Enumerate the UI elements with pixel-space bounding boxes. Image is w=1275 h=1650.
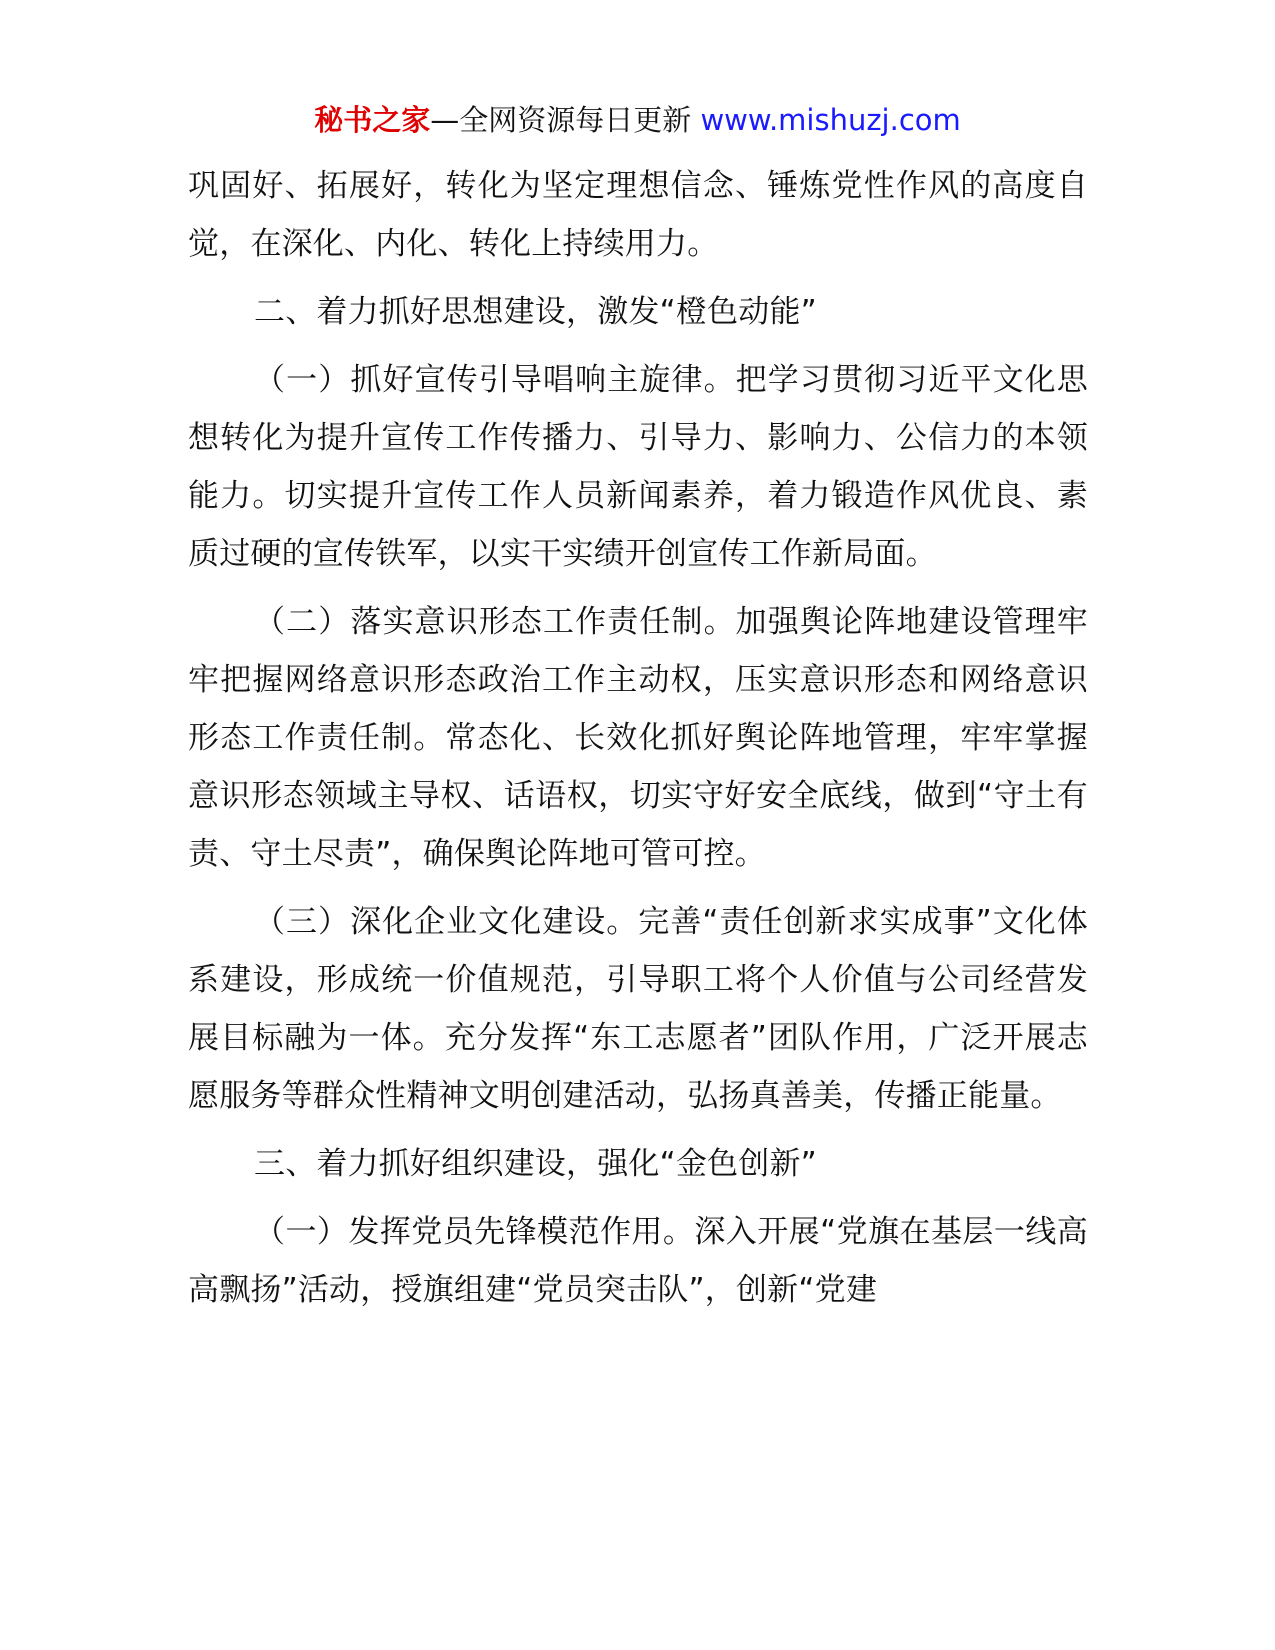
paragraph-2-1: （一）抓好宣传引导唱响主旋律。把学习贯彻习近平文化思想转化为提升宣传工作传播力、引导力、影响力、公信力的本领能力。切实提升宣传工作人员新闻素养，着力锻造作风优良、素质过硬的宣传铁军，以实干实绩开创宣传工作新局面。 bbox=[188, 362, 1088, 572]
paragraph-2-3: （三）深化企业文化建设。完善“责任创新求实成事”文化体系建设，形成统一价值规范，引导职工将个人价值与公司经营发展目标融为一体。充分发挥“东工志愿者”团队作用，广泛开展志愿服务等群众性精神文明创建活动，弘扬真善美，传播正能量。 bbox=[188, 904, 1088, 1114]
paragraph-3-1: （一）发挥党员先锋模范作用。深入开展“党旗在基层一线高高飘扬”活动，授旗组建“党员突击队”，创新“党建 bbox=[188, 1214, 1088, 1308]
site-url-link[interactable]: www.mishuzj.com bbox=[700, 103, 961, 137]
site-tagline: —全网资源每日更新 bbox=[430, 103, 692, 137]
site-header bbox=[0, 100, 1275, 140]
site-brand: 秘书之家 bbox=[314, 103, 431, 137]
paragraph-2-2: （二）落实意识形态工作责任制。加强舆论阵地建设管理牢牢把握网络意识形态政治工作主动权，压实意识形态和网络意识形态工作责任制。常态化、长效化抓好舆论阵地管理，牢牢掌握意识形态领域主导权、话语权，切实守好安全底线，做到“守土有责、守土尽责”，确保舆论阵地可管可控。 bbox=[188, 604, 1088, 872]
document-body bbox=[188, 157, 1088, 1329]
section-heading-3: 三、着力抓好组织建设，强化“金色创新” bbox=[254, 1146, 817, 1182]
section-heading-2: 二、着力抓好思想建设，激发“橙色动能” bbox=[254, 294, 817, 330]
paragraph-continuation: 巩固好、拓展好，转化为坚定理想信念、锤炼党性作风的高度自觉，在深化、内化、转化上持续用力。 bbox=[188, 168, 1088, 262]
